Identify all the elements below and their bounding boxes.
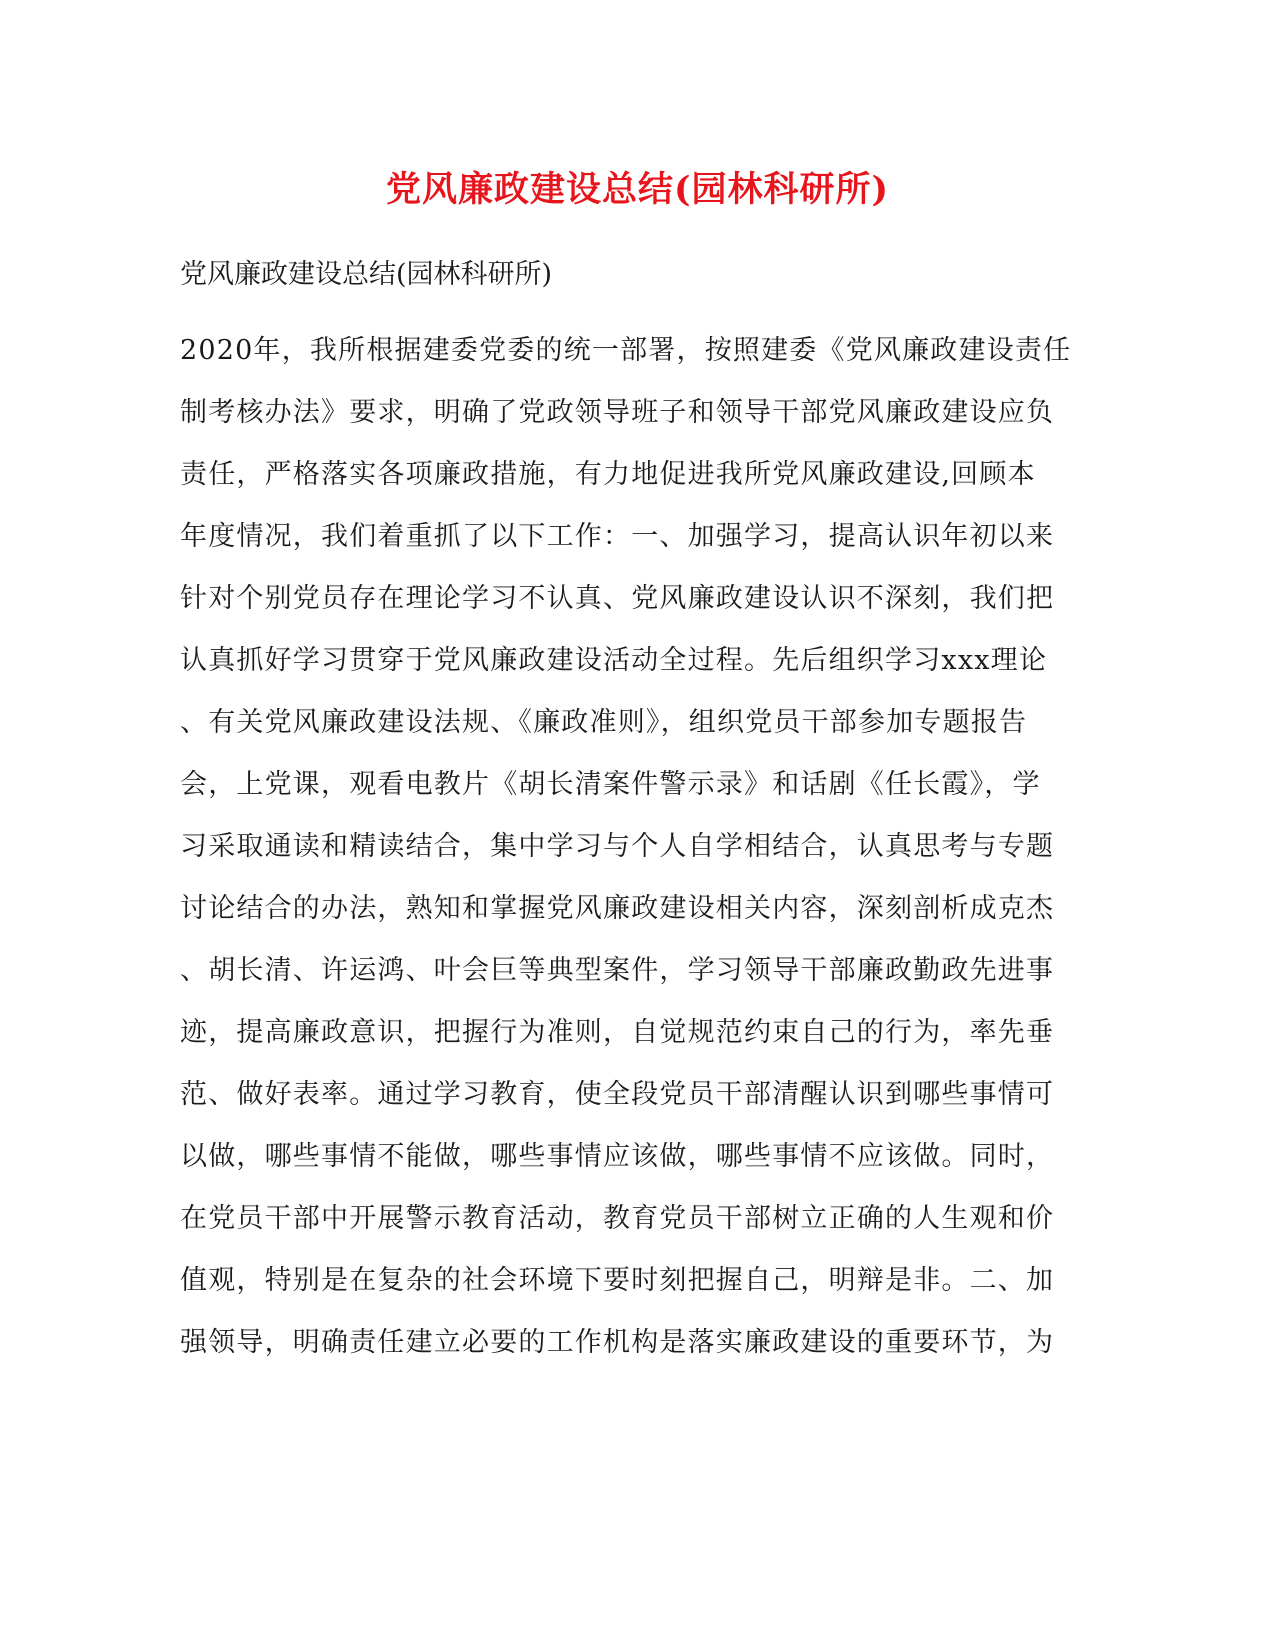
body-line: 2020年，我所根据建委党委的统一部署，按照建委《党风廉政建设责任 <box>180 335 1072 366</box>
body-line: 强领导，明确责任建立必要的工作机构是落实廉政建设的重要环节，为 <box>180 1327 1055 1358</box>
body-line: 讨论结合的办法，熟知和掌握党风廉政建设相关内容，深刻剖析成克杰 <box>180 893 1055 924</box>
body-line: 迹，提高廉政意识，把握行为准则，自觉规范约束自己的行为，率先垂 <box>180 1017 1055 1048</box>
document-subtitle: 党风廉政建设总结(园林科研所) <box>180 259 553 290</box>
document-body <box>180 320 1100 1374</box>
body-line: 针对个别党员存在理论学习不认真、党风廉政建设认识不深刻，我们把 <box>180 583 1055 614</box>
body-line: 制考核办法》要求，明确了党政领导班子和领导干部党风廉政建设应负 <box>180 397 1055 428</box>
body-line: 值观，特别是在复杂的社会环境下要时刻把握自己，明辩是非。二、加 <box>180 1265 1055 1296</box>
body-line: 在党员干部中开展警示教育活动，教育党员干部树立正确的人生观和价 <box>180 1203 1055 1234</box>
body-line: 、有关党风廉政建设法规、《廉政准则》，组织党员干部参加专题报告 <box>180 707 1028 738</box>
document-title: 党风廉政建设总结(园林科研所) <box>385 169 890 210</box>
body-line: 、胡长清、许运鸿、叶会巨等典型案件，学习领导干部廉政勤政先进事 <box>180 955 1055 986</box>
body-line: 年度情况，我们着重抓了以下工作：一、加强学习，提高认识年初以来 <box>180 521 1055 552</box>
body-line: 范、做好表率。通过学习教育，使全段党员干部清醒认识到哪些事情可 <box>180 1079 1055 1110</box>
body-line: 认真抓好学习贯穿于党风廉政建设活动全过程。先后组织学习xxx理论 <box>180 645 1048 676</box>
body-line: 习采取通读和精读结合，集中学习与个人自学相结合，认真思考与专题 <box>180 831 1055 862</box>
body-line: 责任，严格落实各项廉政措施，有力地促进我所党风廉政建设,回顾本 <box>180 459 1036 490</box>
body-line: 会，上党课，观看电教片《胡长清案件警示录》和话剧《任长霞》，学 <box>180 769 1041 800</box>
body-line: 以做，哪些事情不能做，哪些事情应该做，哪些事情不应该做。同时， <box>180 1141 1055 1172</box>
